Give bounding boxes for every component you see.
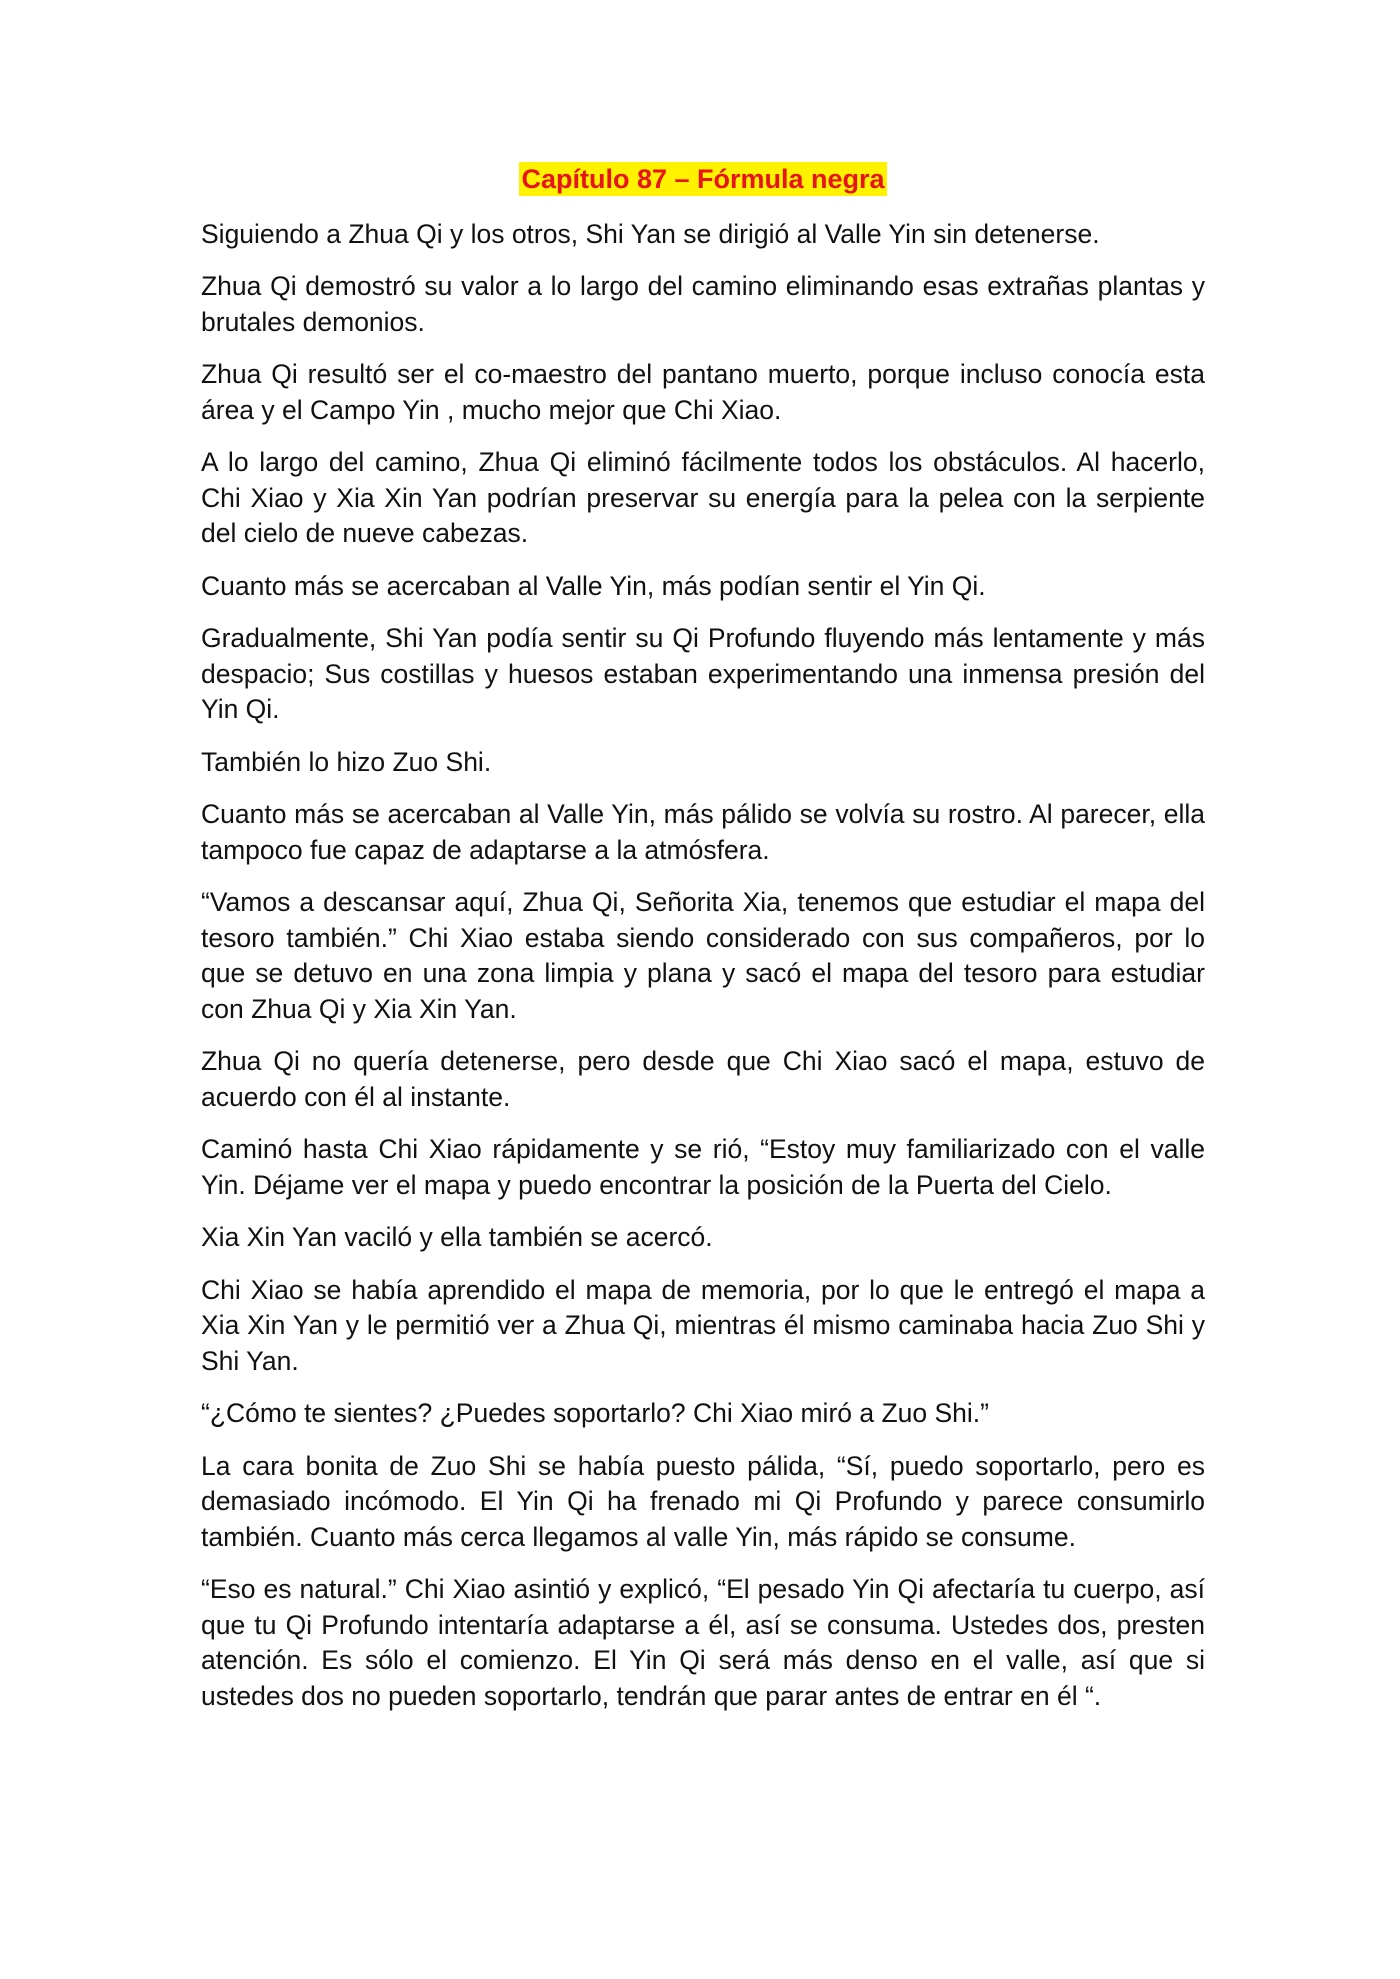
chapter-title: Capítulo 87 – Fórmula negra	[521, 164, 885, 194]
paragraph-8: Cuanto más se acercaban al Valle Yin, más pálido se volvía su rostro. Al parecer, ella tampoco fue capaz de adaptarse a la atmósfera.	[201, 799, 1205, 865]
paragraph-9: “Vamos a descansar aquí, Zhua Qi, Señorita Xia, tenemos que estudiar el mapa del tesoro también.” Chi Xiao estaba siendo considerado con sus compañeros, por lo que se detuvo en una zona limpia y plana y sacó el mapa del tesoro para estudiar con Zhua Qi y Xia Xin Yan.	[201, 887, 1205, 1024]
document-body	[201, 162, 1205, 1731]
paragraph-15: La cara bonita de Zuo Shi se había puesto pálida, “Sí, puedo soportarlo, pero es demasiado incómodo. El Yin Qi ha frenado mi Qi Profundo y parece consumirlo también. Cuanto más cerca llegamos al valle Yin, más rápido se consume.	[201, 1450, 1205, 1552]
paragraph-4: A lo largo del camino, Zhua Qi eliminó fácilmente todos los obstáculos. Al hacerlo, Chi Xiao y Xia Xin Yan podrían preservar su energía para la pelea con la serpiente del cielo de nueve cabezas.	[201, 447, 1205, 548]
paragraph-13: Chi Xiao se había aprendido el mapa de memoria, por lo que le entregó el mapa a Xia Xin Yan y le permitió ver a Zhua Qi, mientras él mismo caminaba hacia Zuo Shi y Shi Yan.	[201, 1274, 1205, 1376]
chapter-title-wrap	[201, 162, 1205, 198]
paragraph-2: Zhua Qi demostró su valor a lo largo del camino eliminando esas extrañas plantas y brutales demonios.	[201, 271, 1205, 337]
paragraph-11: Caminó hasta Chi Xiao rápidamente y se rió, “Estoy muy familiarizado con el valle Yin. Déjame ver el mapa y puedo encontrar la posición de la Puerta del Cielo.	[201, 1134, 1205, 1200]
paragraph-3: Zhua Qi resultó ser el co-maestro del pantano muerto, porque incluso conocía esta área y el Campo Yin , mucho mejor que Chi Xiao.	[201, 359, 1205, 425]
paragraph-5: Cuanto más se acercaban al Valle Yin, más podían sentir el Yin Qi.	[201, 570, 986, 601]
paragraph-14: “¿Cómo te sientes? ¿Puedes soportarlo? Chi Xiao miró a Zuo Shi.”	[201, 1398, 989, 1428]
paragraph-10: Zhua Qi no quería detenerse, pero desde que Chi Xiao sacó el mapa, estuvo de acuerdo con él al instante.	[201, 1046, 1205, 1112]
paragraph-16: “Eso es natural.” Chi Xiao asintió y explicó, “El pesado Yin Qi afectaría tu cuerpo, así que tu Qi Profundo intentaría adaptarse a él, así se consuma. Ustedes dos, presten atención. Es sólo el comienzo. El Yin Qi será más denso en el valle, así que si ustedes dos no pueden soportarlo, tendrán que parar antes de entrar en él “.	[201, 1574, 1205, 1711]
paragraph-7: También lo hizo Zuo Shi.	[201, 746, 492, 777]
paragraph-12: Xia Xin Yan vaciló y ella también se acercó.	[201, 1222, 713, 1252]
paragraph-1: Siguiendo a Zhua Qi y los otros, Shi Yan se dirigió al Valle Yin sin detenerse.	[201, 218, 1100, 249]
paragraph-6: Gradualmente, Shi Yan podía sentir su Qi Profundo fluyendo más lentamente y más despacio; Sus costillas y huesos estaban experimentando una inmensa presión del Yin Qi.	[201, 623, 1205, 724]
